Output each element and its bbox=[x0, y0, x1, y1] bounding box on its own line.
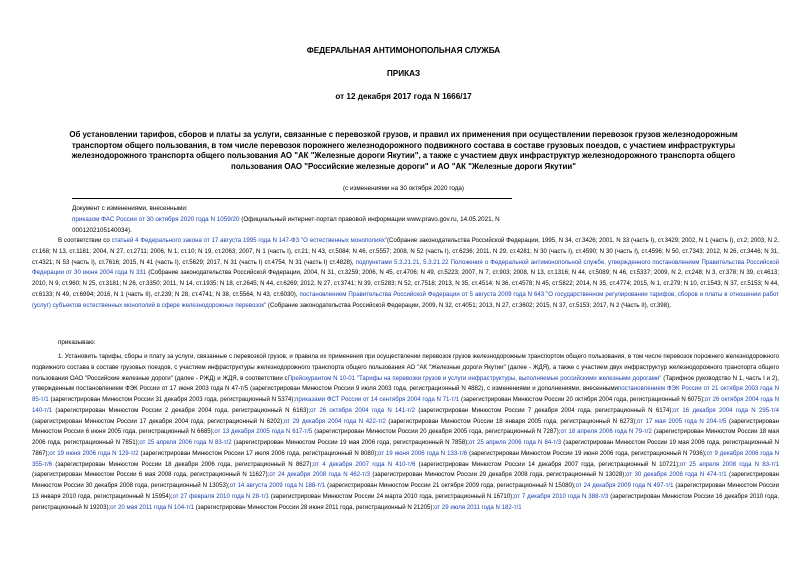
legal-reference-link[interactable]: от 25 апреля 2006 года N 83-т/2 bbox=[139, 439, 232, 446]
legal-reference-link[interactable]: от 24 декабря 2008 года N 462-т/3 bbox=[269, 471, 371, 479]
paragraph-text: (зарегистрирован Минюстом России 18 января 2005 года, регистрационный N 6273); bbox=[385, 417, 637, 425]
paragraph-text: (зарегистрирован Минюстом России 7 декабря 2004 года, регистрационный N 6174); bbox=[415, 406, 674, 414]
legal-reference-link[interactable]: от 26 октября 2004 года N 141-т/2 bbox=[310, 406, 416, 414]
document-date-number: от 12 декабря 2017 года N 1666/17 bbox=[335, 92, 472, 101]
legal-reference-link[interactable]: постановлением Правительства Российской Федерации от 5 августа 2009 года N 643 "О государственном регулировании тарифов, сборов и платы в отношении работ (услуг) субъектов естественных монополий в сфере железнодорожных перевозок" bbox=[32, 290, 779, 309]
paragraph-text: (зарегистрирован Минюстом России 16 декабря 2010 года, регистрационный N 19203); bbox=[32, 492, 780, 511]
paragraph-text: (зарегистрирован Минюстом России 17 декабря 2004 года, регистрационный N 6202); bbox=[32, 417, 285, 425]
legal-reference-link[interactable]: от 17 мая 2005 года N 204-т/5 bbox=[637, 417, 727, 425]
changes-entry bbox=[72, 214, 512, 236]
legal-reference-link[interactable]: от 25 апреля 2006 года N 84-т/3 bbox=[468, 439, 562, 446]
document-title: Об установлении тарифов, сборов и платы за услуги, связанные с перевозкой грузов, и правил их применения при осуществлении перевозок грузов железнодорожным транспортом общего пользования, в том числе перевозок порожнего железнодорожного подвижного состава в составе грузовых поездов, с участием инфраструктуры железнодорожного транспорта общего пользования АО "АК "Железные дороги Якутии", а также с участием двух инфраструктур железнодорожного транспорта общего пользования ОАО "Российские железные дороги" и АО "АК "Железные дороги Якутии" bbox=[69, 130, 738, 171]
legal-reference-link[interactable]: приказами ФСТ России от 14 сентября 2004 года N 71-т/1 bbox=[295, 396, 460, 403]
paragraph-text: (зарегистрирован Минюстом России 21 октября 2009 года, регистрационный N 15080); bbox=[325, 482, 576, 489]
paragraph-text: (зарегистрирован Минюстом России 28 июня 2011 года, регистрационный N 21205); bbox=[194, 503, 435, 511]
paragraph-text: (зарегистрирован Минюстом России 13 января 2010 года, регистрационный N 15954); bbox=[32, 482, 779, 500]
legal-reference-link[interactable]: от 13 декабря 2005 года N 617-т/5 bbox=[214, 428, 313, 436]
paragraph-text: 1. Установить тарифы, сборы и плату за услуги, связанные с перевозкой грузов, и правила их применения при осуществлении перевозок грузов железнодорожным транспортом общего пользования, в том числе перевозок порожнего железнодорожного подвижного состава в составе грузовых поездов, с участием инфраструктуры железнодорожного транспорта общего пользования АО "АК "Железные дороги Якутии" (далее - ЖДЯ), а также с участием двух инфраструктур железнодорожного транспорта общего пользования ОАО "Российские железные дороги" (далее - РЖД) и ЖДЯ, в соответствии с bbox=[32, 353, 779, 382]
legal-reference-link[interactable]: Прейскурантом N 10-01 "Тарифы на перевозки грузов и услуги инфраструктуры, выполняемые российскими железными дорогами" bbox=[287, 374, 662, 382]
paragraph-text: (зарегистрирован Минюстом России 2 декабря 2004 года, регистрационный N 6163); bbox=[52, 406, 311, 414]
legal-reference-link[interactable]: от 14 августа 2009 года N 188-т/1 bbox=[229, 482, 326, 489]
paragraph-text: (Собрание законодательства Российской Федерации, 2004, N 31, ст.3259; 2006, N 45, ст.4706; N 49, ст.5223; 2007, N 7, ст.903; 2008, N 13, ст.1316; N 44, ст.5089; N 46, ст.5337; 2009, N 2, ст.248; N 3, ст.378; N 39, ст.4613; 2010, N 9, ст.960; N 25, ст.3181; N 26, ст.3350; 2011, N 14, ст.1935; N 18, ст.2645; N 44, ст.6269; 2012, N 27, ст.3741; N 39, ст.5283; N 52, ст.7518; 2013, N 35, ст.4514; N 36, ст.4578; N 45, ст.5822; 2014, N 35, ст.4774; 2015, N 1, ст.279; N 10, ст.1543; N 37, ст.5153; N 44, ст.6133; N 49, ст.6994; 2016, N 1 (часть II), ст.239; N 28, ст.4741; N 38, ст.5564, N 43, ст.6030), bbox=[32, 269, 780, 298]
legal-reference-link[interactable]: подпунктами 5.3.21.21, 5.3.21.22 Положения о Федеральной антимонопольной службе, утвержденного постановлением Правительства Российской Федерации от 30 июня 2004 года N 331 bbox=[32, 258, 780, 277]
paragraph-text: В соответствии со bbox=[58, 237, 112, 244]
agency-name: ФЕДЕРАЛЬНАЯ АНТИМОНОПОЛЬНАЯ СЛУЖБА bbox=[306, 46, 501, 55]
legal-reference-link[interactable]: от 25 апреля 2008 года N 83-т/1 bbox=[679, 460, 779, 468]
changes-heading: Документ с изменениями, внесенными: bbox=[72, 205, 188, 212]
legal-reference-link[interactable]: от 19 июня 2006 года N 133-т/6 bbox=[377, 449, 468, 457]
clause-1-paragraph bbox=[32, 352, 779, 513]
legal-reference-link[interactable]: от 4 декабря 2007 года N 410-т/6 bbox=[313, 460, 416, 468]
paragraph-text: (зарегистрирован Минюстом России 17 июля 2006 года, регистрационный N 8080); bbox=[138, 449, 378, 457]
legal-reference-link[interactable]: от 29 декабря 2004 года N 422-т/2 bbox=[284, 417, 386, 425]
preamble-paragraph bbox=[32, 236, 779, 311]
legal-reference-link[interactable]: от 27 февраля 2010 года N 28-т/1 bbox=[172, 492, 269, 500]
legal-reference-link[interactable]: от 7 декабря 2010 года N 388-т/3 bbox=[513, 492, 609, 500]
paragraph-text: (зарегистрирован Минюстом России 31 декабря 2003 года, регистрационный N 5374); bbox=[48, 396, 296, 403]
paragraph-text: (зарегистрирован Минюстом России 20 декабря 2005 года, регистрационный N 7287); bbox=[312, 428, 561, 436]
order-word: приказываю: bbox=[58, 339, 96, 346]
paragraph-text: (зарегистрирован Минюстом России 6 мая 2008 года, регистрационный N 11627); bbox=[32, 471, 270, 479]
paragraph-text: (зарегистрирован Минюстом России 18 мая 2006 года, регистрационный N 7851); bbox=[32, 428, 779, 446]
document-type: ПРИКАЗ bbox=[386, 69, 421, 78]
legal-reference-link[interactable]: от 26 октября 2004 года N 140-т/1 bbox=[32, 396, 779, 414]
paragraph-text: (зарегистрирован Минюстом России 18 декабря 2006 года, регистрационный N 8627); bbox=[52, 460, 314, 468]
legal-reference-link[interactable]: от 30 декабря 2008 года N 474-т/1 bbox=[626, 471, 727, 479]
legal-reference-link[interactable]: от 19 июня 2006 года N 129-т/2 bbox=[49, 449, 139, 457]
paragraph-text: (Собрание законодательства Российской Федерации, 2009, N 32, ст.4051; 2013, N 27, ст.3602; 2015, N 37, ст.5153; 2017, N 2 (Часть II), ст.398), bbox=[266, 301, 671, 309]
paragraph-text: (зарегистрирован Минюстом России 6 июня 2005 года, регистрационный N 6685); bbox=[32, 417, 779, 436]
legal-reference-link[interactable]: статьей 4 Федерального закона от 17 августа 1995 года N 147-ФЗ "О естественных монополиях" bbox=[111, 237, 388, 244]
legal-reference-link[interactable]: постановлением ФЭК России от 21 октября 2003 года N 85-т/1 bbox=[32, 385, 779, 403]
paragraph-text: (зарегистрирован Минюстом России 30 декабря 2008 года, регистрационный N 13053); bbox=[32, 471, 779, 489]
legal-reference-link[interactable]: от 9 декабря 2006 года N 355-т/6 bbox=[32, 449, 780, 468]
paragraph-text: (зарегистрирован Минюстом России 19 июня 2006 года, регистрационный N 7936); bbox=[467, 449, 707, 457]
amendments-note: (с изменениями на 30 октября 2020 года) bbox=[342, 185, 465, 192]
paragraph-text: (зарегистрирован Минюстом России 24 марта 2010 года, регистрационный N 16710); bbox=[268, 492, 514, 500]
paragraph-text: (зарегистрирован Минюстом России 29 декабря 2008 года, регистрационный N 13028); bbox=[370, 471, 627, 479]
paragraph-text: (Тарифное руководство N 1, часть I и 2), утвержденным постановлением ФЭК России от 17 июня 2003 года N 47-т/5 (зарегистрирован Минюстом России 9 июля 2003 года, регистрационный N 4882), с изменениями и дополнениями, внесенными bbox=[32, 374, 780, 393]
legal-reference-link[interactable]: от 16 декабря 2004 года N 295-т/4 bbox=[673, 406, 780, 414]
legal-reference-link[interactable]: от 29 июля 2011 года N 182-т/1 bbox=[434, 503, 522, 511]
paragraph-text: (зарегистрирован Минюстом России 20 октября 2004 года, регистрационный N 6075); bbox=[459, 396, 705, 403]
paragraph-text: (зарегистрирован Минюстом России 19 мая 2006 года, регистрационный N 7867); bbox=[32, 439, 780, 457]
legal-reference-link[interactable]: от 24 декабря 2009 года N 497-т/1 bbox=[575, 482, 674, 489]
changes-source: (Официальный интернет-портал правовой информации www.pravo.gov.ru, 14.05.2021, N 0001202105140034). bbox=[72, 216, 500, 234]
paragraph-text: (зарегистрирован Минюстом России 19 мая 2006 года, регистрационный N 7858); bbox=[231, 439, 469, 446]
changes-box bbox=[72, 198, 512, 236]
amending-order-link[interactable]: приказом ФАС России от 30 октября 2020 года N 1059/20 bbox=[72, 216, 240, 223]
paragraph-text: (зарегистрирован Минюстом России 14 декабря 2007 года, регистрационный N 10721); bbox=[415, 460, 680, 468]
legal-reference-link[interactable]: от 18 апреля 2006 года N 79-т/2 bbox=[560, 428, 652, 436]
legal-reference-link[interactable]: от 20 мая 2011 года N 104-т/1 bbox=[110, 503, 195, 511]
paragraph-text: (Собрание законодательства Российской Федерации, 1995, N 34, ст.3426; 2001, N 33 (часть I), ст.3429; 2002, N 1 (часть I), ст.2; 2003, N 2, ст.168; N 13, ст.1181; 2004, N 27, ст.2711; 2006, N 1, ст.10; N 19, ст.2063; 2007, N 1 (часть I), ст.21; N 43, ст.5084; N 46, ст.5557; 2008, N 52 (часть I), ст.6236; 2011, N 29, ст.4281; N 30 (часть I), ст.4590; N 30 (часть I), ст.4596; N 50, ст.7343; 2012, N 26, ст.3446; N 31, ст.4321; N 53 (часть I), ст.7616; 2015, N 41 (часть I), ст.5629; 2017, N 31 (часть I) ст.4754, N 31 (часть I) ст.4828), bbox=[32, 237, 779, 266]
